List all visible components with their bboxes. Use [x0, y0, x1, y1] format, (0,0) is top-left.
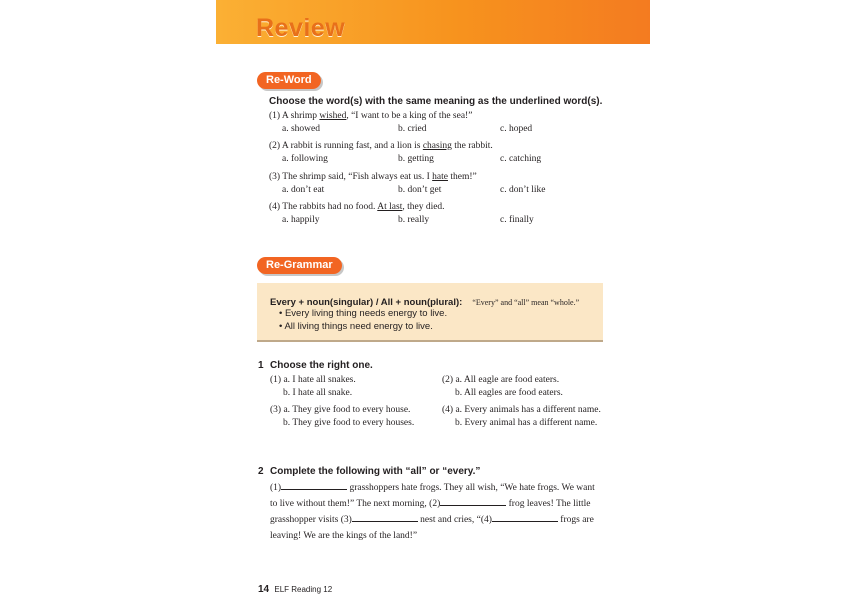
- question-text: (2) A rabbit is running fast, and a lion is chasing the rabbit.: [269, 141, 493, 151]
- option-b: b. cried: [398, 124, 427, 134]
- option-c: c. don’t like: [500, 185, 546, 195]
- choice-option: (1) a. I hate all snakes.: [270, 375, 356, 385]
- answer-blank[interactable]: [352, 512, 418, 522]
- exercise-number: 1: [258, 360, 264, 371]
- option-a: a. happily: [282, 215, 320, 225]
- book-title: ELF Reading 12: [274, 585, 333, 594]
- option-b: b. getting: [398, 154, 434, 164]
- choice-option: b. Every animal has a different name.: [455, 418, 598, 428]
- underlined-word: hate: [432, 172, 448, 182]
- choice-option: b. I hate all snake.: [283, 388, 353, 398]
- option-c: c. hoped: [500, 124, 533, 134]
- page-title: Review: [256, 14, 346, 42]
- answer-blank[interactable]: [492, 512, 558, 522]
- grammar-rule-title: Every + noun(singular) / All + noun(plural):: [270, 297, 463, 308]
- section-label-reword: Re-Word: [257, 72, 321, 89]
- option-b: b. really: [398, 215, 430, 225]
- underlined-word: chasing: [422, 141, 452, 151]
- exercise-instruction: Choose the right one.: [270, 360, 373, 371]
- choice-option: (4) a. Every animals has a different name.: [442, 405, 601, 415]
- option-c: c. finally: [500, 215, 534, 225]
- exercise-instruction: Complete the following with “all” or “every.”: [270, 466, 481, 477]
- option-c: c. catching: [500, 154, 542, 164]
- grammar-example: • Every living thing needs energy to live.: [279, 308, 448, 319]
- grammar-example: • All living things need energy to live.: [279, 321, 433, 332]
- section-label-regrammar: Re-Grammar: [257, 257, 342, 274]
- exercise-number: 2: [258, 466, 264, 477]
- page-number: 14: [258, 584, 270, 595]
- answer-blank[interactable]: [281, 480, 347, 490]
- answer-blank[interactable]: [440, 496, 506, 506]
- choice-option: (2) a. All eagle are food eaters.: [442, 375, 560, 385]
- choice-option: b. They give food to every houses.: [283, 418, 415, 428]
- option-a: a. don’t eat: [282, 185, 325, 195]
- choice-option: b. All eagles are food eaters.: [455, 388, 563, 398]
- option-a: a. following: [282, 154, 328, 164]
- grammar-rule-note: “Every” and “all” mean “whole.”: [472, 298, 580, 307]
- option-b: b. don’t get: [398, 185, 442, 195]
- option-a: a. showed: [282, 124, 320, 134]
- fill-in-paragraph: (1) grasshoppers hate frogs. They all wish, “We hate frogs. We want to live without them!” The next morning, (2) frog leaves! The little grasshopper visits (3) nest and cries, “(4) frogs are leaving! We are the kings of the land!”: [270, 480, 600, 544]
- choice-option: (3) a. They give food to every house.: [270, 405, 411, 415]
- question-text: (1) A shrimp wished, “I want to be a king of the sea!”: [269, 111, 473, 121]
- question-text: (3) The shrimp said, “Fish always eat us. I hate them!”: [269, 172, 477, 182]
- grammar-rule-box: [257, 283, 603, 342]
- question-text: (4) The rabbits had no food. At last, they died.: [269, 202, 445, 212]
- reword-instruction: Choose the word(s) with the same meaning as the underlined word(s).: [269, 96, 603, 107]
- page-footer: [258, 584, 332, 595]
- underlined-word: At last: [377, 202, 403, 212]
- underlined-word: wished: [319, 111, 347, 121]
